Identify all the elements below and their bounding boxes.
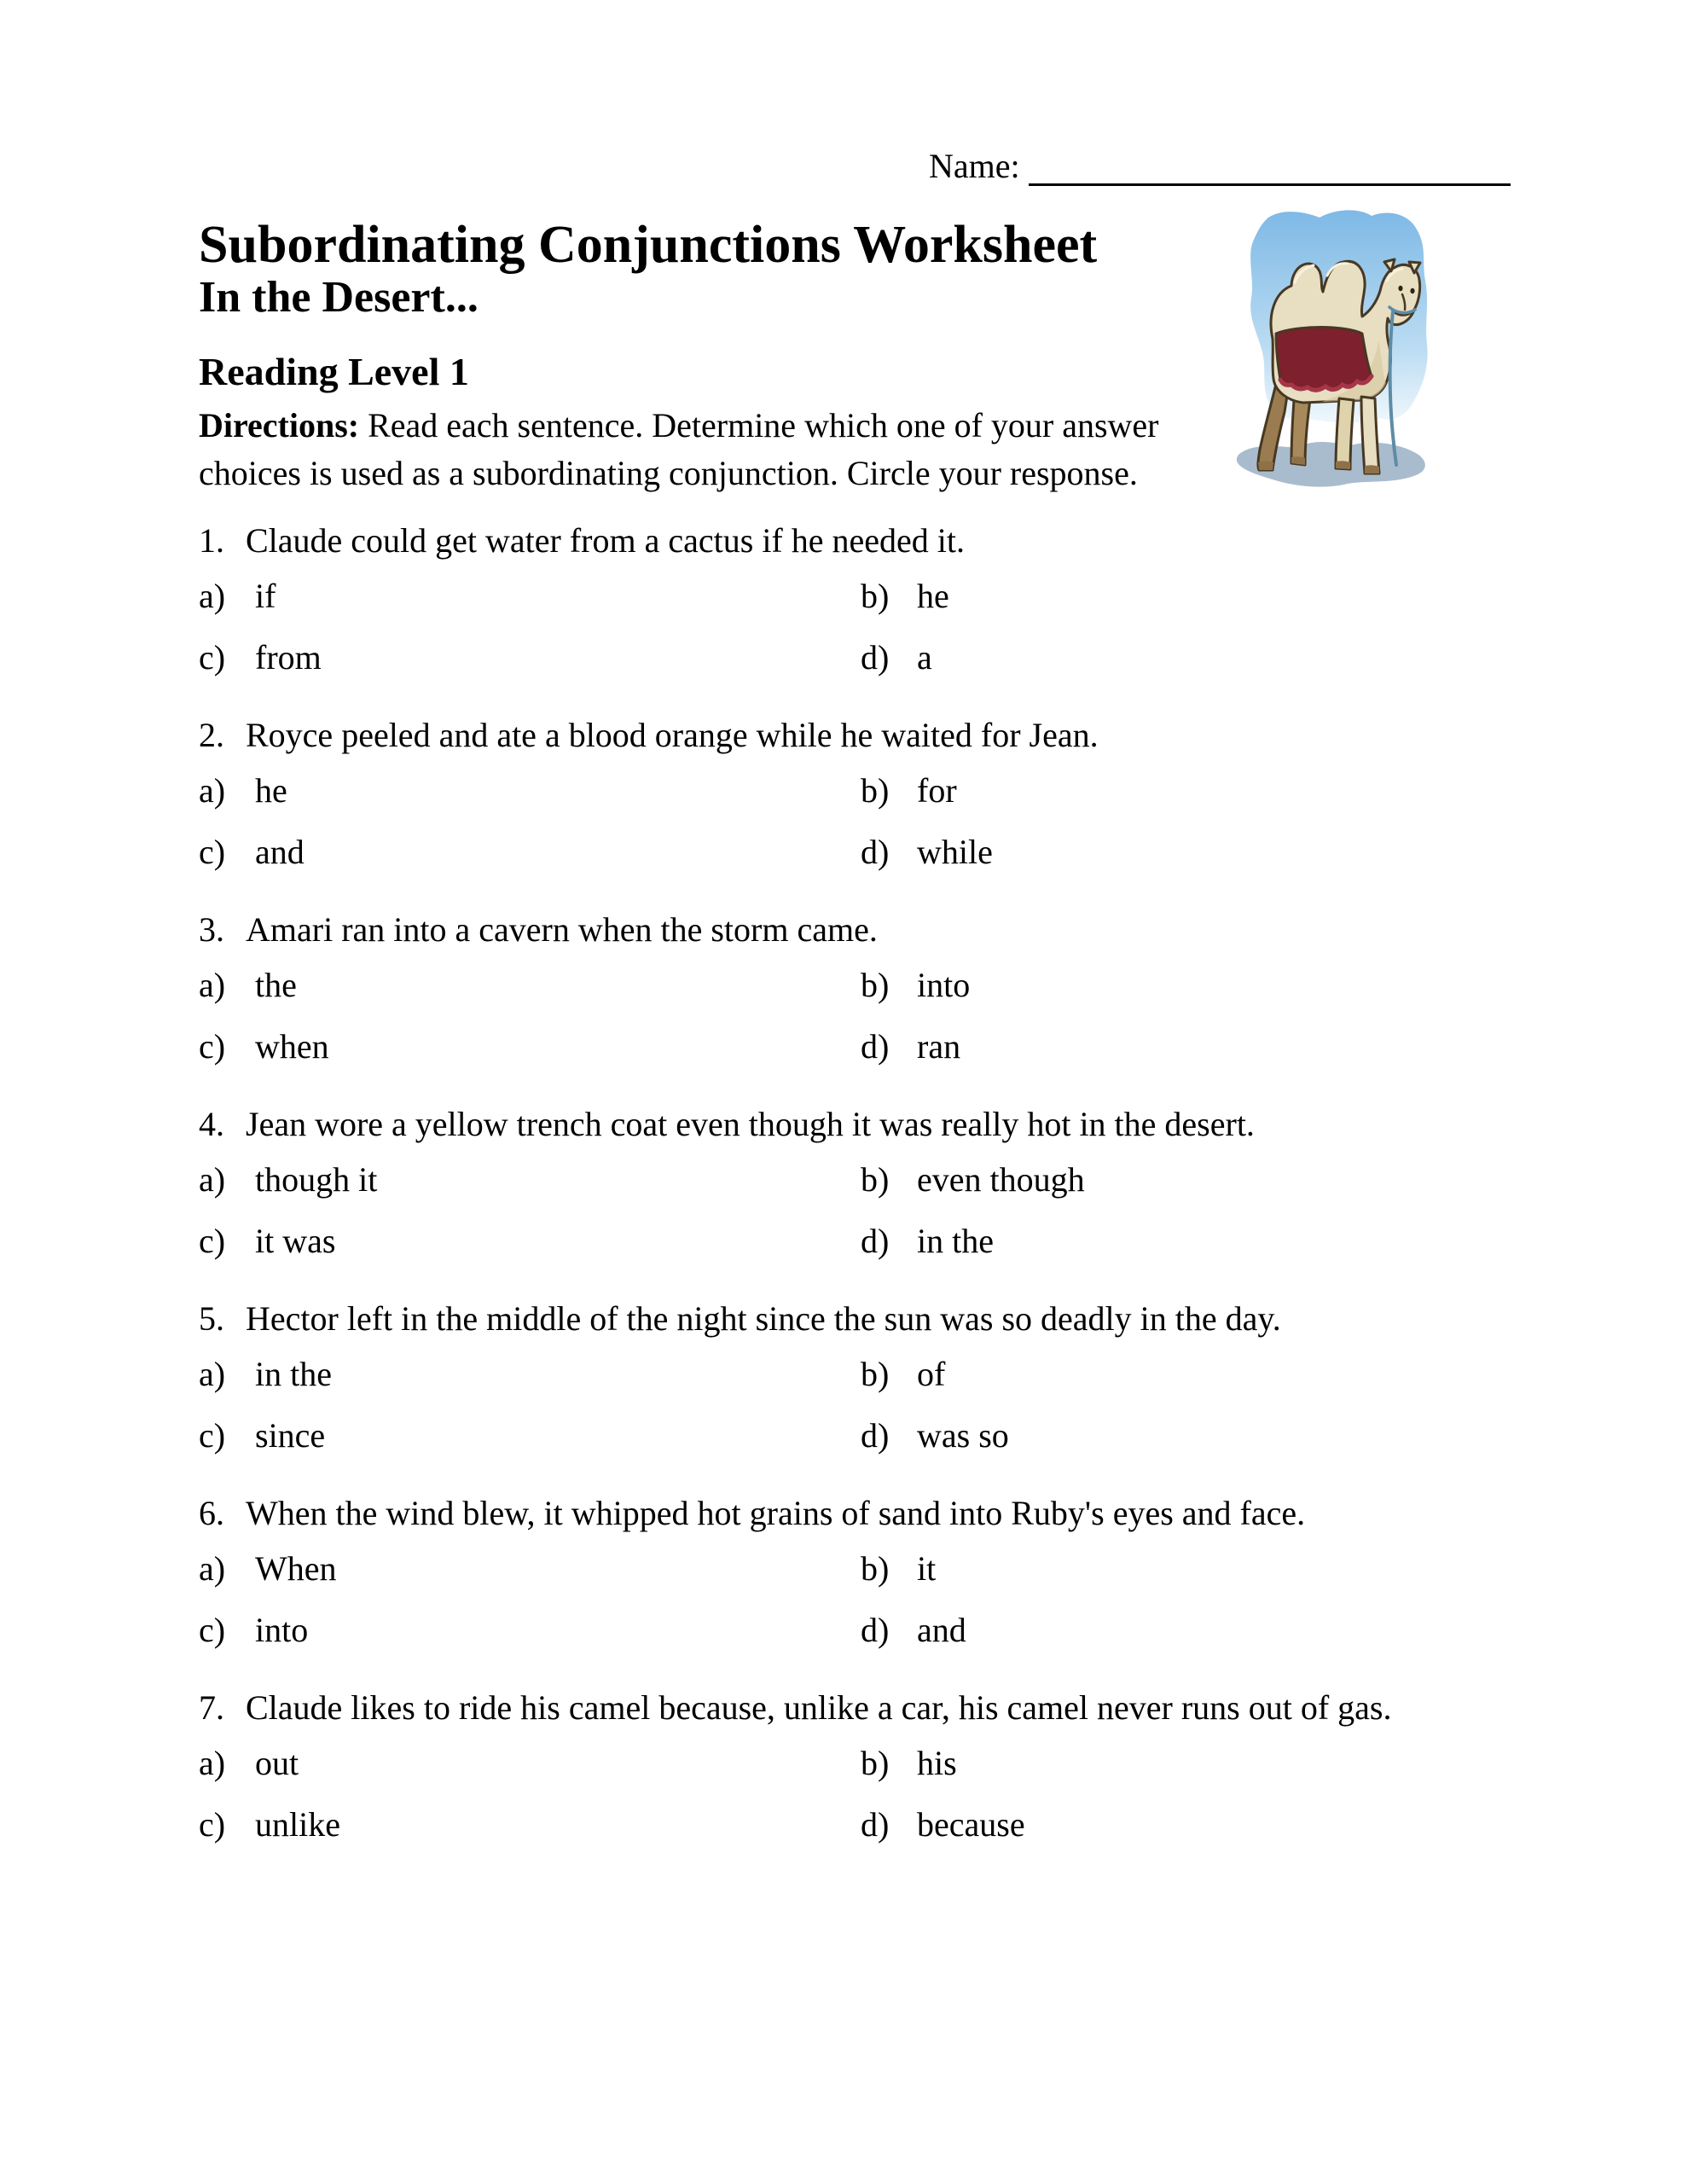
- option-letter: b): [861, 966, 890, 1004]
- option-text: for: [917, 771, 957, 810]
- answer-option-a[interactable]: [199, 1548, 861, 1589]
- option-text: he: [255, 771, 287, 810]
- option-row: [199, 1159, 1529, 1200]
- option-text: when: [255, 1027, 329, 1066]
- answer-option-b[interactable]: [861, 965, 970, 1006]
- question-line: [199, 715, 1529, 756]
- question-block: [199, 1104, 1529, 1262]
- answer-option-b[interactable]: [861, 770, 957, 811]
- option-letter: b): [861, 1160, 890, 1199]
- question-line: [199, 520, 1529, 561]
- option-letter: d): [861, 1222, 890, 1260]
- camel-front-leg: [1361, 397, 1379, 473]
- option-text: in the: [255, 1355, 332, 1393]
- option-row: [199, 1415, 1529, 1456]
- camel-illustration-svg: [1220, 209, 1452, 491]
- question-number: 3.: [199, 910, 224, 949]
- answer-option-a[interactable]: [199, 576, 861, 617]
- question-line: [199, 1687, 1529, 1728]
- question-text: Amari ran into a cavern when the storm came.: [246, 910, 878, 949]
- question-line: [199, 1298, 1529, 1339]
- option-letter: b): [861, 771, 890, 810]
- option-letter: b): [861, 1549, 890, 1588]
- directions-label: Directions:: [199, 406, 360, 444]
- option-text: of: [917, 1355, 946, 1393]
- answer-option-c[interactable]: [199, 1610, 861, 1651]
- directions-line-2: choices is used as a subordinating conjunction. Circle your response.: [199, 454, 1138, 492]
- answer-option-d[interactable]: [861, 1221, 994, 1262]
- answer-option-b[interactable]: [861, 1354, 945, 1395]
- answer-option-c[interactable]: [199, 1415, 861, 1456]
- question-block: [199, 909, 1529, 1067]
- option-letter: d): [861, 833, 890, 871]
- question-block: [199, 1493, 1529, 1651]
- option-row: [199, 1221, 1529, 1262]
- directions: [199, 402, 1239, 497]
- option-text: since: [255, 1416, 326, 1455]
- option-letter: a): [199, 1549, 226, 1588]
- option-letter: c): [199, 638, 226, 677]
- option-text: if: [255, 577, 276, 615]
- option-letter: a): [199, 771, 226, 810]
- answer-option-b[interactable]: [861, 576, 949, 617]
- option-letter: c): [199, 1222, 226, 1260]
- answer-option-d[interactable]: [861, 1610, 966, 1651]
- answer-option-d[interactable]: [861, 637, 932, 678]
- answer-option-c[interactable]: [199, 1221, 861, 1262]
- option-row: [199, 965, 1529, 1006]
- option-row: [199, 576, 1529, 617]
- question-line: [199, 1104, 1529, 1145]
- option-letter: c): [199, 1805, 226, 1844]
- question-number: 1.: [199, 521, 224, 560]
- camel-eye: [1398, 286, 1402, 291]
- question-block: [199, 715, 1529, 873]
- question-number: 4.: [199, 1105, 224, 1143]
- question-text: Royce peeled and ate a blood orange while he waited for Jean.: [246, 716, 1099, 754]
- question-list: [199, 520, 1529, 1882]
- option-row: [199, 1804, 1529, 1845]
- option-text: and: [255, 833, 305, 871]
- option-letter: a): [199, 1744, 226, 1782]
- option-text: unlike: [255, 1805, 340, 1844]
- option-letter: d): [861, 638, 890, 677]
- question-number: 6.: [199, 1494, 224, 1532]
- name-label: Name:: [929, 147, 1020, 185]
- option-row: [199, 1354, 1529, 1395]
- answer-option-a[interactable]: [199, 965, 861, 1006]
- question-line: [199, 1493, 1529, 1534]
- page-subtitle: In the Desert...: [199, 273, 479, 322]
- option-text: it was: [255, 1222, 336, 1260]
- option-text: he: [917, 577, 949, 615]
- option-letter: c): [199, 833, 226, 871]
- option-text: was so: [917, 1416, 1009, 1455]
- answer-option-b[interactable]: [861, 1159, 1085, 1200]
- page-title: Subordinating Conjunctions Worksheet: [199, 216, 1098, 274]
- option-text: into: [917, 966, 971, 1004]
- option-letter: b): [861, 577, 890, 615]
- option-letter: d): [861, 1416, 890, 1455]
- option-row: [199, 1026, 1529, 1067]
- option-text: the: [255, 966, 297, 1004]
- question-number: 5.: [199, 1299, 224, 1338]
- option-letter: b): [861, 1355, 890, 1393]
- answer-option-a[interactable]: [199, 1159, 861, 1200]
- option-text: in the: [917, 1222, 994, 1260]
- option-text: ran: [917, 1027, 961, 1066]
- question-block: [199, 1687, 1529, 1845]
- option-letter: a): [199, 1355, 226, 1393]
- option-text: while: [917, 833, 993, 871]
- option-text: even though: [917, 1160, 1085, 1199]
- answer-option-d[interactable]: [861, 832, 993, 873]
- camel-front-leg: [1336, 398, 1354, 469]
- option-letter: d): [861, 1805, 890, 1844]
- option-row: [199, 832, 1529, 873]
- option-text: and: [917, 1611, 966, 1649]
- reading-level-heading: Reading Level 1: [199, 350, 469, 393]
- option-letter: c): [199, 1611, 226, 1649]
- answer-option-b[interactable]: [861, 1743, 957, 1784]
- question-line: [199, 909, 1529, 950]
- question-text: Claude likes to ride his camel because, unlike a car, his camel never runs out of gas.: [246, 1688, 1392, 1727]
- question-text: Jean wore a yellow trench coat even though it was really hot in the desert.: [246, 1105, 1255, 1143]
- option-letter: d): [861, 1027, 890, 1066]
- answer-option-d[interactable]: [861, 1804, 1025, 1845]
- option-row: [199, 770, 1529, 811]
- question-number: 2.: [199, 716, 224, 754]
- option-text: though it: [255, 1160, 378, 1199]
- option-letter: b): [861, 1744, 890, 1782]
- option-text: it: [917, 1549, 937, 1588]
- option-letter: d): [861, 1611, 890, 1649]
- answer-option-d[interactable]: [861, 1415, 1009, 1456]
- option-text: into: [255, 1611, 309, 1649]
- question-number: 7.: [199, 1688, 224, 1727]
- camel-eye: [1410, 288, 1414, 293]
- option-text: a: [917, 638, 932, 677]
- directions-line-1: Directions: Read each sentence. Determine which one of your answer: [199, 406, 1159, 444]
- option-text: out: [255, 1744, 299, 1782]
- option-letter: c): [199, 1416, 226, 1455]
- question-text: Claude could get water from a cactus if he needed it.: [246, 521, 965, 560]
- question-text: When the wind blew, it whipped hot grains of sand into Ruby's eyes and face.: [246, 1494, 1306, 1532]
- answer-option-b[interactable]: [861, 1548, 936, 1589]
- answer-option-c[interactable]: [199, 1804, 861, 1845]
- answer-option-d[interactable]: [861, 1026, 960, 1067]
- option-letter: c): [199, 1027, 226, 1066]
- option-row: [199, 1610, 1529, 1651]
- question-block: [199, 1298, 1529, 1456]
- answer-option-c[interactable]: [199, 1026, 861, 1067]
- option-letter: a): [199, 966, 226, 1004]
- answer-option-a[interactable]: [199, 1743, 861, 1784]
- option-row: [199, 637, 1529, 678]
- answer-option-c[interactable]: [199, 832, 861, 873]
- option-letter: a): [199, 577, 226, 615]
- question-text: Hector left in the middle of the night since the sun was so deadly in the day.: [246, 1299, 1281, 1338]
- name-blank-line: [1029, 149, 1511, 186]
- answer-option-c[interactable]: [199, 637, 861, 678]
- name-row: [929, 146, 1511, 186]
- option-text: his: [917, 1744, 957, 1782]
- question-block: [199, 520, 1529, 678]
- option-row: [199, 1743, 1529, 1784]
- option-row: [199, 1548, 1529, 1589]
- option-text: from: [255, 638, 322, 677]
- camel-illustration: [1220, 209, 1452, 491]
- answer-option-a[interactable]: [199, 1354, 861, 1395]
- option-text: because: [917, 1805, 1025, 1844]
- option-letter: a): [199, 1160, 226, 1199]
- option-text: When: [255, 1549, 337, 1588]
- answer-option-a[interactable]: [199, 770, 861, 811]
